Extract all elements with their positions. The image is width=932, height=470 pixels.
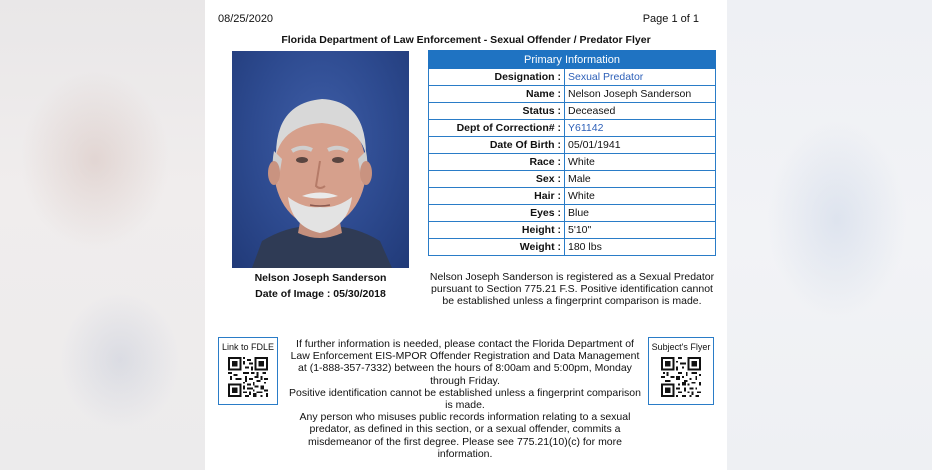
row-value: 180 lbs (565, 239, 716, 256)
document-title: Florida Department of Law Enforcement - Sexual Offender / Predator Flyer (281, 34, 651, 46)
table-row (429, 188, 716, 205)
table-row (429, 86, 716, 103)
row-value: White (565, 188, 716, 205)
row-label: Race : (429, 154, 565, 171)
subject-portrait-icon (232, 51, 409, 268)
fdle-qr-box[interactable] (218, 337, 278, 405)
row-label: Weight : (429, 239, 565, 256)
registration-statement: Nelson Joseph Sanderson is registered as a Sexual Predator pursuant to Section 775.21 F.S. Positive identification cannot be established unless a fingerprint comparison is made. (429, 271, 715, 307)
contact-paragraph: If further information is needed, please contact the Florida Department of Law Enforcement EIS-MPOR Offender Registration and Data Management at (1-888-357-7332) between the hours of 8:00am and 5:00pm, Monday through Friday. (290, 338, 640, 387)
row-label: Eyes : (429, 205, 565, 222)
table-row (429, 222, 716, 239)
row-label: Sex : (429, 171, 565, 188)
qr-code-icon[interactable] (228, 357, 268, 397)
subject-flyer-qr-box[interactable] (648, 337, 714, 405)
print-date: 08/25/2020 (218, 13, 274, 25)
background-blur (60, 290, 180, 430)
photo-caption-date: Date of Image : 05/30/2018 (255, 288, 386, 300)
table-row (429, 171, 716, 188)
table-row (429, 69, 716, 86)
subject-flyer-qr-label: Subject's Flyer (651, 342, 711, 352)
fdle-qr-label: Link to FDLE (221, 342, 275, 352)
row-value: Blue (565, 205, 716, 222)
row-value: 05/01/1941 (565, 137, 716, 154)
row-label: Dept of Correction# : (429, 120, 565, 137)
table-row (429, 239, 716, 256)
table-row (429, 103, 716, 120)
table-row (429, 137, 716, 154)
doc-number-link[interactable]: Y61142 (565, 120, 716, 137)
row-label: Name : (429, 86, 565, 103)
row-value: Nelson Joseph Sanderson (565, 86, 716, 103)
designation-link[interactable]: Sexual Predator (565, 69, 716, 86)
subject-photo (232, 51, 409, 268)
photo-caption-name: Nelson Joseph Sanderson (254, 272, 387, 284)
background-right (727, 0, 932, 470)
background-blur (767, 120, 907, 320)
contact-paragraph: Positive identification cannot be established unless a fingerprint comparison is made. (289, 386, 641, 412)
primary-information-table (428, 50, 716, 256)
table-row (429, 205, 716, 222)
row-label: Status : (429, 103, 565, 120)
qr-code-icon[interactable] (661, 357, 701, 397)
row-label: Height : (429, 222, 565, 239)
background-left (0, 0, 205, 470)
table-heading: Primary Information (429, 51, 716, 69)
row-label: Hair : (429, 188, 565, 205)
row-value: Deceased (565, 103, 716, 120)
table-row (429, 154, 716, 171)
row-value: 5'10" (565, 222, 716, 239)
row-value: White (565, 154, 716, 171)
table-row (429, 120, 716, 137)
row-label: Designation : (429, 69, 565, 86)
page-number: Page 1 of 1 (642, 13, 699, 25)
row-label: Date Of Birth : (429, 137, 565, 154)
contact-information (287, 338, 643, 460)
row-value: Male (565, 171, 716, 188)
background-blur (20, 70, 170, 250)
flyer-document (205, 0, 727, 470)
contact-paragraph: Any person who misuses public records information relating to a sexual predator, as defined in this section, or a sexual offender, commits a misdemeanor of the first degree. Please see 775.21(10)(c) for more information. (299, 411, 631, 460)
